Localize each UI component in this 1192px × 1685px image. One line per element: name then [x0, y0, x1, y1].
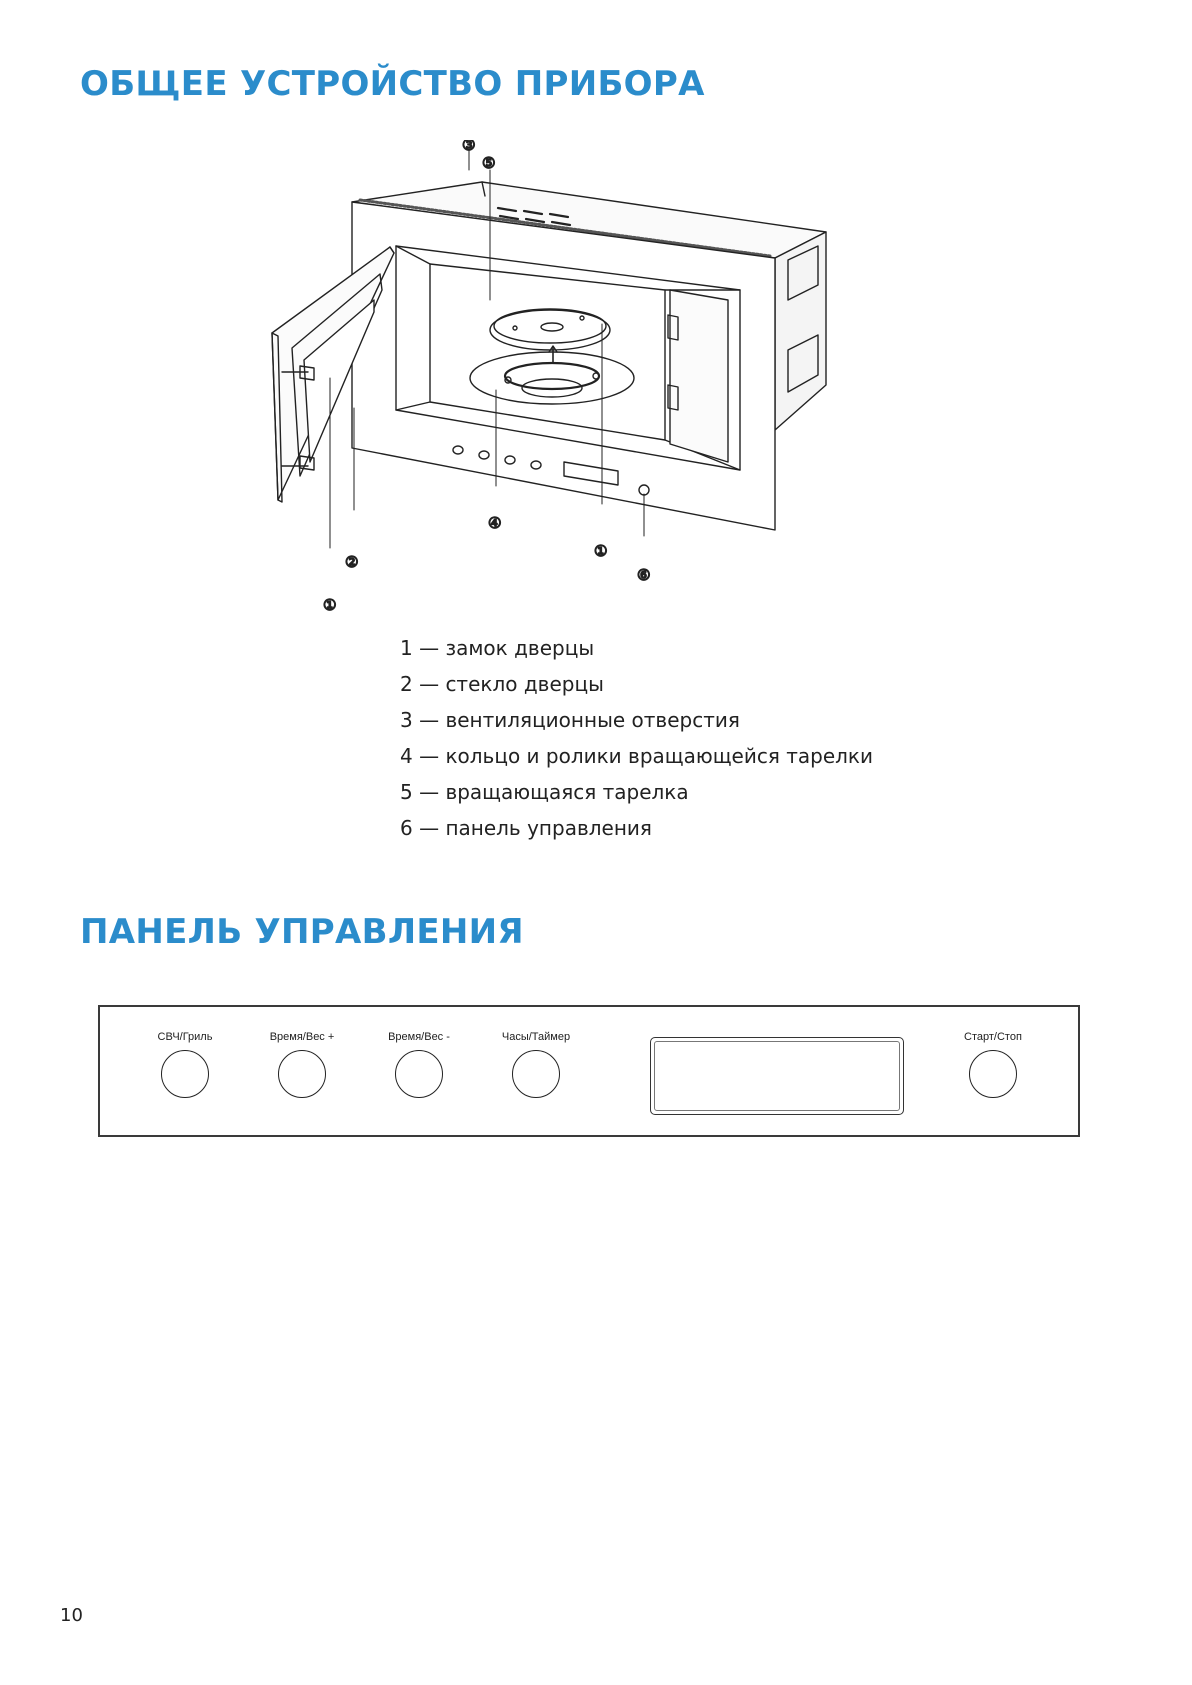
callout-3: ③	[462, 140, 476, 154]
control-panel-diagram	[98, 1005, 1080, 1137]
legend-item: 6 — панель управления	[400, 816, 652, 840]
microwave-diagram	[270, 140, 830, 620]
legend-item: 4 — кольцо и ролики вращающейся тарелки	[400, 744, 873, 768]
callout-5: ⑤	[482, 154, 496, 172]
mode-button	[130, 1029, 240, 1098]
mode-button-circle	[161, 1050, 209, 1098]
parts-legend	[400, 630, 873, 846]
section-title-panel: ПАНЕЛЬ УПРАВЛЕНИЯ	[80, 912, 524, 952]
clock-timer-circle	[512, 1050, 560, 1098]
time-weight-plus-label: Время/Вес +	[269, 1031, 335, 1043]
legend-item: 2 — стекло дверцы	[400, 672, 604, 696]
callout-1-left: ①	[323, 596, 337, 614]
time-weight-plus-circle	[278, 1050, 326, 1098]
legend-item: 1 — замок дверцы	[400, 636, 595, 660]
display-window	[650, 1037, 904, 1115]
time-weight-plus-button	[247, 1029, 357, 1098]
legend-item: 5 — вращающаяся тарелка	[400, 780, 689, 804]
clock-timer-label: Часы/Таймер	[501, 1031, 571, 1043]
page-number: 10	[60, 1605, 83, 1626]
time-weight-minus-button	[364, 1029, 474, 1098]
callout-4: ④	[488, 514, 502, 532]
time-weight-minus-circle	[395, 1050, 443, 1098]
section-title-device: ОБЩЕЕ УСТРОЙСТВО ПРИБОРА	[80, 64, 705, 104]
turntable-plate	[490, 309, 610, 350]
callout-6: ⑥	[637, 566, 651, 584]
time-weight-minus-label: Время/Вес -	[388, 1031, 450, 1043]
clock-timer-button	[481, 1029, 591, 1098]
callout-2: ②	[345, 553, 359, 571]
mode-button-label: СВЧ/Гриль	[157, 1031, 213, 1043]
legend-item: 3 — вентиляционные отверстия	[400, 708, 740, 732]
start-stop-button	[938, 1029, 1048, 1098]
start-stop-label: Старт/Стоп	[964, 1031, 1022, 1043]
callout-1-right: ①	[594, 542, 608, 560]
start-stop-circle	[969, 1050, 1017, 1098]
